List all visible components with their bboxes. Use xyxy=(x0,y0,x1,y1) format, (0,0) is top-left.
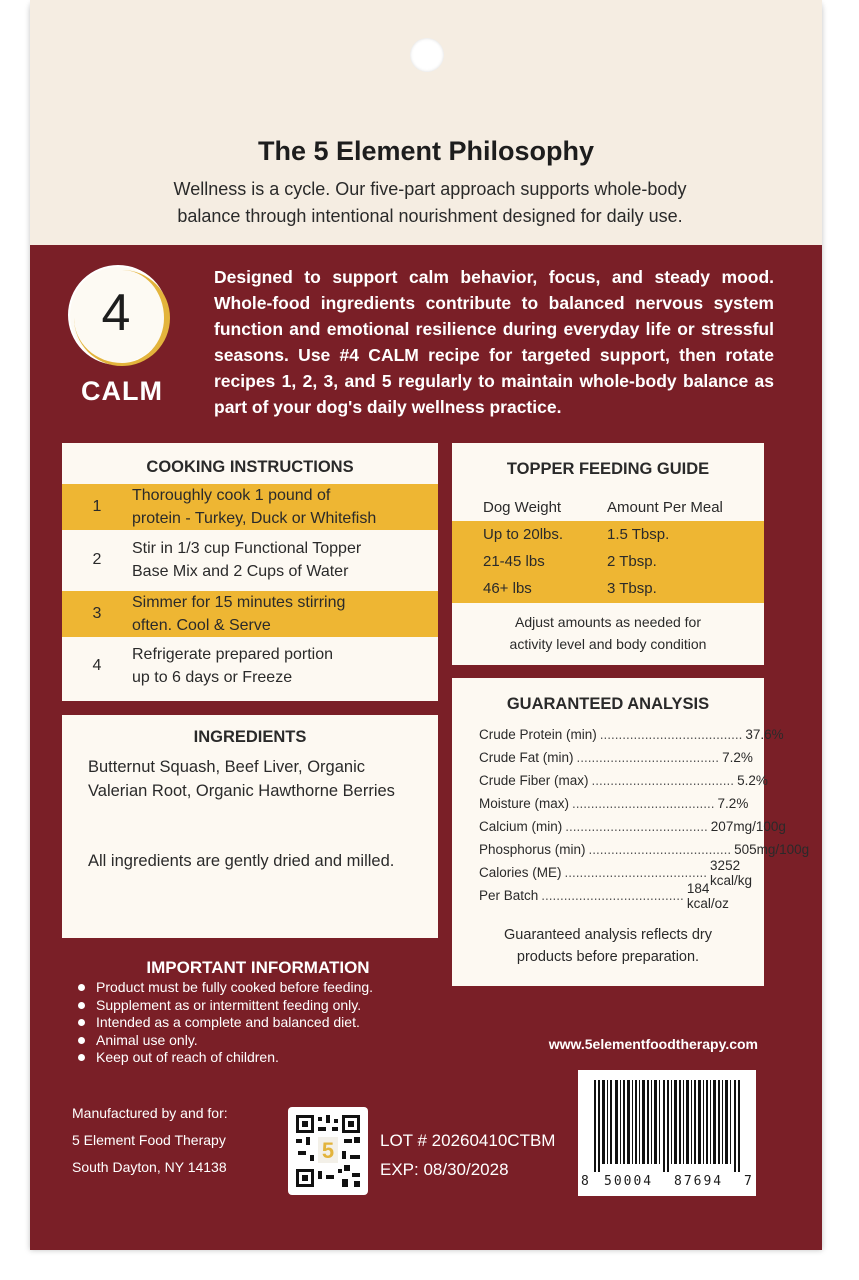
topper-header-row xyxy=(452,499,764,516)
qr-center-digit: 5 xyxy=(321,1138,335,1163)
weight-cell: Up to 20lbs. xyxy=(483,526,564,543)
bullet-icon xyxy=(78,1054,85,1061)
bag-top-panel xyxy=(30,0,822,245)
analysis-label: Calories (ME) xyxy=(479,865,562,880)
topper-title: TOPPER FEEDING GUIDE xyxy=(506,460,710,478)
hang-hole xyxy=(410,38,444,72)
analysis-value: 37.6% xyxy=(745,727,784,742)
ingredients-title: INGREDIENTS xyxy=(193,728,307,746)
important-item-text: Intended as a complete and balanced diet. xyxy=(96,1014,360,1030)
topper-rows xyxy=(452,521,764,603)
important-item xyxy=(78,979,478,997)
leader-dots: ...................................... xyxy=(591,773,735,788)
barcode-bars xyxy=(590,1080,746,1172)
analysis-label: Phosphorus (min) xyxy=(479,842,586,857)
product-bag xyxy=(30,0,822,1250)
topper-row xyxy=(452,521,764,548)
analysis-label: Crude Protein (min) xyxy=(479,727,597,742)
barcode xyxy=(578,1070,756,1196)
step-line: up to 6 days or Freeze xyxy=(132,669,293,686)
analysis-label: Moisture (max) xyxy=(479,796,570,811)
step-text xyxy=(132,643,422,689)
badge-label: CALM xyxy=(81,376,163,406)
manufacturer-line: 5 Element Food Therapy xyxy=(72,1132,226,1148)
qr-code xyxy=(288,1107,368,1195)
barcode-digit-right: 7 xyxy=(744,1174,752,1189)
barcode-group-1: 50004 xyxy=(604,1174,654,1189)
important-title: IMPORTANT INFORMATION xyxy=(146,958,370,977)
analysis-row xyxy=(479,815,786,838)
analysis-value: 505mg/100g xyxy=(734,842,810,857)
leader-dots: ...................................... xyxy=(599,727,743,742)
ingredients-list: Butternut Squash, Beef Liver, Organic Valerian Root, Organic Hawthorne Berries xyxy=(88,758,395,800)
philosophy-line-1: Wellness is a cycle. Our five-part approach supports whole-body xyxy=(173,179,687,199)
topper-row xyxy=(452,548,764,575)
analysis-value: 3252 kcal/kg xyxy=(710,857,753,888)
step-number: 4 xyxy=(92,657,102,674)
qr-code-graphic xyxy=(296,1115,360,1187)
analysis-row xyxy=(479,769,768,792)
step-number: 1 xyxy=(92,498,102,515)
step-line: Stir in 1/3 cup Functional Topper xyxy=(132,540,362,557)
bullet-icon xyxy=(78,1002,85,1009)
topper-note xyxy=(452,611,764,655)
leader-dots: ...................................... xyxy=(541,888,684,903)
step-line: Refrigerate prepared portion xyxy=(132,646,334,663)
step-number: 2 xyxy=(92,551,102,568)
step-text xyxy=(132,537,422,583)
analysis-label: Crude Fat (min) xyxy=(479,750,574,765)
calm-description: Designed to support calm behavior, focus, and steady mood. Whole-food ingredients contribute to balanced nervous system function and emotional resilience during everyday life or stressful seasons. Use #4 CALM recipe for targeted support, then rotate recipes 1, 2, 3, and 5 regularly to maintain whole-body balance as part of your dog's daily wellness practice. xyxy=(214,267,774,417)
analysis-row xyxy=(479,723,784,746)
analysis-value: 207mg/100g xyxy=(710,819,786,834)
amount-cell: 3 Tbsp. xyxy=(607,580,657,597)
topper-row xyxy=(452,575,764,602)
philosophy-text xyxy=(125,176,735,230)
step-line: Base Mix and 2 Cups of Water xyxy=(132,563,349,580)
leader-dots: ...................................... xyxy=(565,819,708,834)
bullet-icon xyxy=(78,984,85,991)
cooking-instructions-panel xyxy=(62,443,438,701)
important-item xyxy=(78,1049,478,1067)
important-item xyxy=(78,1014,478,1032)
amount-header: Amount Per Meal xyxy=(607,499,723,516)
dog-weight-header: Dog Weight xyxy=(483,499,562,516)
step-text xyxy=(132,591,422,637)
bullet-icon xyxy=(78,1037,85,1044)
barcode-group-2: 87694 xyxy=(674,1174,724,1189)
step-text xyxy=(132,484,422,530)
important-item-text: Animal use only. xyxy=(96,1031,198,1048)
analysis-label: Calcium (min) xyxy=(479,819,563,834)
leader-dots: ...................................... xyxy=(564,865,708,880)
analysis-value: 7.2% xyxy=(722,750,753,765)
website-url: www.5elementfoodtherapy.com xyxy=(548,1036,758,1052)
topper-note-line: activity level and body condition xyxy=(509,636,707,652)
leader-dots: ...................................... xyxy=(572,796,715,811)
analysis-label: Crude Fiber (max) xyxy=(479,773,589,788)
weight-cell: 21-45 lbs xyxy=(483,553,545,570)
amount-cell: 2 Tbsp. xyxy=(607,553,657,570)
step-number: 3 xyxy=(92,605,102,622)
analysis-value: 5.2% xyxy=(737,773,768,788)
leader-dots: ...................................... xyxy=(576,750,720,765)
cooking-step xyxy=(62,537,438,583)
lot-info xyxy=(380,1126,610,1184)
leader-dots: ...................................... xyxy=(588,842,732,857)
step-line: Thoroughly cook 1 pound of xyxy=(132,487,331,504)
manufacturer-line: South Dayton, NY 14138 xyxy=(72,1159,227,1175)
amount-cell: 1.5 Tbsp. xyxy=(607,526,670,543)
guaranteed-analysis-panel xyxy=(452,678,810,986)
analysis-row xyxy=(479,880,755,911)
analysis-note-line: Guaranteed analysis reflects dry xyxy=(504,927,712,943)
weight-cell: 46+ lbs xyxy=(483,580,532,597)
important-item-text: Keep out of reach of children. xyxy=(96,1049,279,1065)
important-item-text: Product must be fully cooked before feeding. xyxy=(96,979,374,995)
badge-number: 4 xyxy=(101,284,131,342)
analysis-label: Per Batch xyxy=(479,888,539,903)
philosophy-title: The 5 Element Philosophy xyxy=(257,136,595,166)
bullet-icon xyxy=(78,1019,85,1026)
ingredients-panel xyxy=(62,715,438,938)
analysis-note-line: products before preparation. xyxy=(516,949,700,965)
analysis-row xyxy=(479,746,755,769)
analysis-title: GUARANTEED ANALYSIS xyxy=(506,695,710,713)
expiration-date: EXP: 08/30/2028 xyxy=(380,1160,509,1179)
lot-number: LOT # 20260410CTBM xyxy=(380,1131,556,1150)
analysis-value: 184 kcal/oz xyxy=(686,880,729,911)
important-item xyxy=(78,1032,478,1050)
manufacturer-info xyxy=(72,1100,272,1181)
cooking-step xyxy=(62,643,438,689)
topper-note-line: Adjust amounts as needed for xyxy=(514,614,701,630)
analysis-value: 7.2% xyxy=(717,796,749,811)
step-line: Simmer for 15 minutes stirring xyxy=(132,594,346,611)
barcode-digit-left: 8 xyxy=(581,1174,589,1189)
analysis-rows xyxy=(479,723,810,911)
manufacturer-line: Manufactured by and for: xyxy=(72,1105,228,1121)
cooking-step xyxy=(62,591,438,637)
ingredients-note: All ingredients are gently dried and milled. xyxy=(88,852,395,870)
analysis-row xyxy=(479,792,755,815)
important-item-text: Supplement as or intermittent feeding only. xyxy=(96,996,362,1013)
important-item xyxy=(78,997,478,1015)
step-line: often. Cool & Serve xyxy=(132,617,271,634)
topper-feeding-guide-panel xyxy=(452,443,764,665)
analysis-note xyxy=(452,924,764,968)
cooking-title: COOKING INSTRUCTIONS xyxy=(146,458,354,476)
important-list xyxy=(78,979,478,1067)
philosophy-line-2: balance through intentional nourishment designed for daily use. xyxy=(177,206,683,226)
cooking-step xyxy=(62,484,438,530)
step-line: protein - Turkey, Duck or Whitefish xyxy=(132,510,377,527)
